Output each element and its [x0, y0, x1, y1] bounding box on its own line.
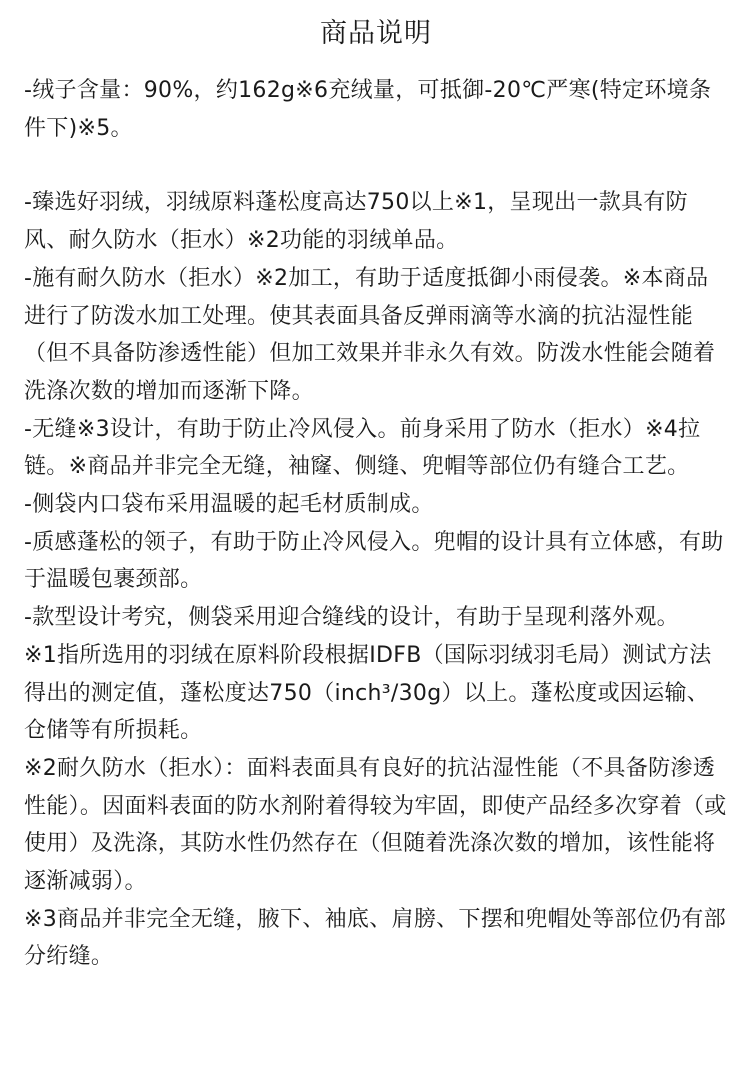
paragraph-spacer [24, 147, 728, 184]
spec-seamless-design: -无缝※3设计，有助于防止冷风侵入。前身采用了防水（拒水）※4拉链。※商品并非完全无缝，袖窿、侧缝、兜帽等部位仍有缝合工艺。 [24, 416, 701, 480]
page-title: 商品说明 [320, 18, 432, 49]
footnote-3: ※3商品并非完全无缝，腋下、袖底、肩膀、下摆和兜帽处等部位仍有部分绗缝。 [24, 906, 727, 970]
footnote-2: ※2耐久防水（拒水）：面料表面具有良好的抗沾湿性能（不具备防渗透性能）。因面料表面的防水剂附着得较为牢固，即使产品经多次穿着（或使用）及洗涤，其防水性仍然存在（但随着洗涤次数的增加，该性能将逐渐减弱）。 [24, 755, 727, 895]
footnote-1: ※1指所选用的羽绒在原料阶段根据IDFB（国际羽绒羽毛局）测试方法得出的测定值，蓬松度达750（inch³/30g）以上。蓬松度或因运输、仓储等有所损耗。 [24, 642, 712, 744]
spec-collar-hood: -质感蓬松的领子，有助于防止冷风侵入。兜帽的设计具有立体感，有助于温暖包裹颈部。 [24, 529, 724, 593]
spec-down-content: -绒子含量：90%，约162g※6充绒量，可抵御-20℃严寒(特定环境条件下)※5。 [24, 78, 712, 141]
spec-side-pocket: -侧袋内口袋布采用温暖的起毛材质制成。 [24, 492, 434, 518]
spec-water-repellent: -施有耐久防水（拒水）※2加工，有助于适度抵御小雨侵袭。※本商品进行了防泼水加工处理。使其表面具备反弹雨滴等水滴的抗沾湿性能（但不具备防渗透性能）但加工效果并非永久有效。防泼水性能会随着洗涤次数的增加而逐渐下降。 [24, 265, 716, 404]
spec-silhouette: -款型设计考究，侧袋采用迎合缝线的设计，有助于呈现利落外观。 [24, 605, 679, 631]
spec-down-quality: -臻选好羽绒，羽绒原料蓬松度高达750以上※1，呈现出一款具有防风、耐久防水（拒水）※2功能的羽绒单品。 [24, 190, 688, 254]
